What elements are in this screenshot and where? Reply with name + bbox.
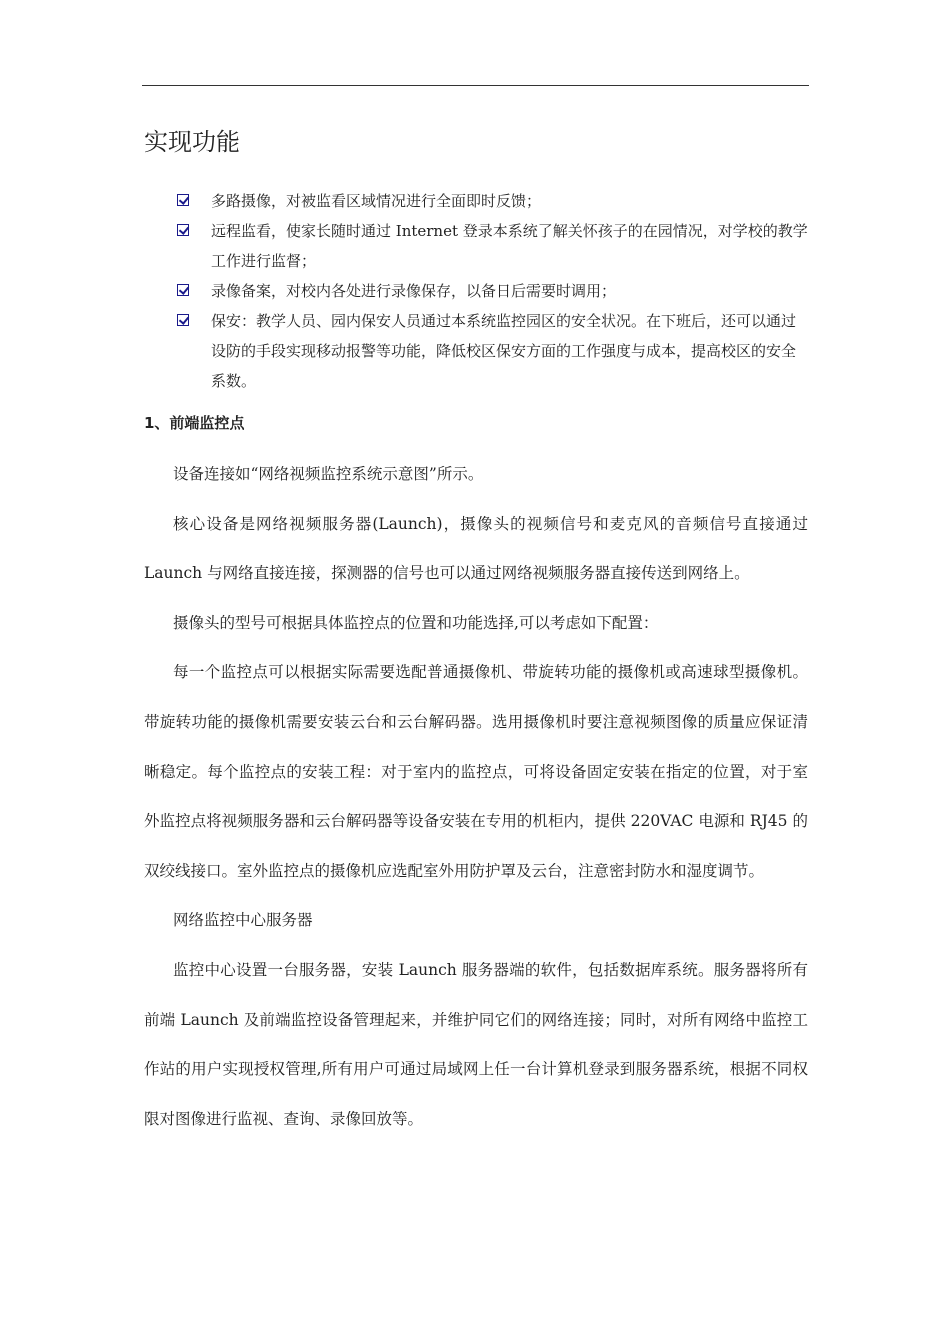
header-rule (142, 85, 809, 86)
checkbox-checked-icon (177, 284, 189, 296)
list-item-text: 远程监看，使家长随时通过 Internet 登录本系统了解关怀孩子的在园情况，对学校的教学工作进行监督； (211, 222, 808, 270)
feature-list (176, 186, 810, 396)
checkbox-checked-icon (177, 314, 189, 326)
paragraph: 网络监控中心服务器 (173, 911, 313, 930)
checkbox-checked-icon (177, 194, 189, 206)
paragraph: 监控中心设置一台服务器，安装 Launch 服务器端的软件，包括数据库系统。服务器将所有前端 Launch 及前端监控设备管理起来，并维护同它们的网络连接；同时，对所有网络中监控工作站的用户实现授权管理,所有用户可通过局域网上任一台计算机登录到服务器系统，根据不同权限对图像进行监视、查询、录像回放等。 (144, 960, 808, 1128)
checkbox-checked-icon (177, 224, 189, 236)
list-item (176, 276, 810, 306)
paragraph: 设备连接如“网络视频监控系统示意图”所示。 (173, 465, 484, 483)
list-item (176, 186, 810, 216)
paragraph: 每一个监控点可以根据实际需要选配普通摄像机、带旋转功能的摄像机或高速球型摄像机。带旋转功能的摄像机需要安装云台和云台解码器。选用摄像机时要注意视频图像的质量应保证清晰稳定。每个监控点的安装工程：对于室内的监控点，可将设备固定安装在指定的位置，对于室外监控点将视频服务器和云台解码器等设备安装在专用的机柜内，提供 220VAC 电源和 RJ45 的双绞线接口。室外监控点的摄像机应选配室外用防护罩及云台，注意密封防水和湿度调节。 (144, 663, 808, 880)
paragraph: 核心设备是网络视频服务器(Launch)，摄像头的视频信号和麦克风的音频信号直接通过 Launch 与网络直接连接，探测器的信号也可以通过网络视频服务器直接传送到网络上。 (144, 514, 808, 583)
section-heading: 1、前端监控点 (144, 414, 245, 432)
list-item (176, 306, 810, 396)
list-item-text: 多路摄像，对被监看区域情况进行全面即时反馈； (211, 192, 542, 210)
body-text (144, 450, 808, 1144)
list-item (176, 216, 810, 276)
page-title: 实现功能 (144, 128, 240, 156)
list-item-text: 保安：教学人员、园内保安人员通过本系统监控园区的安全状况。在下班后，还可以通过设防的手段实现移动报警等功能，降低校区保安方面的工作强度与成本，提高校区的安全系数。 (211, 312, 797, 390)
list-item-text: 录像备案，对校内各处进行录像保存，以备日后需要时调用； (211, 282, 617, 300)
paragraph: 摄像头的型号可根据具体监控点的位置和功能选择,可以考虑如下配置： (173, 613, 659, 632)
